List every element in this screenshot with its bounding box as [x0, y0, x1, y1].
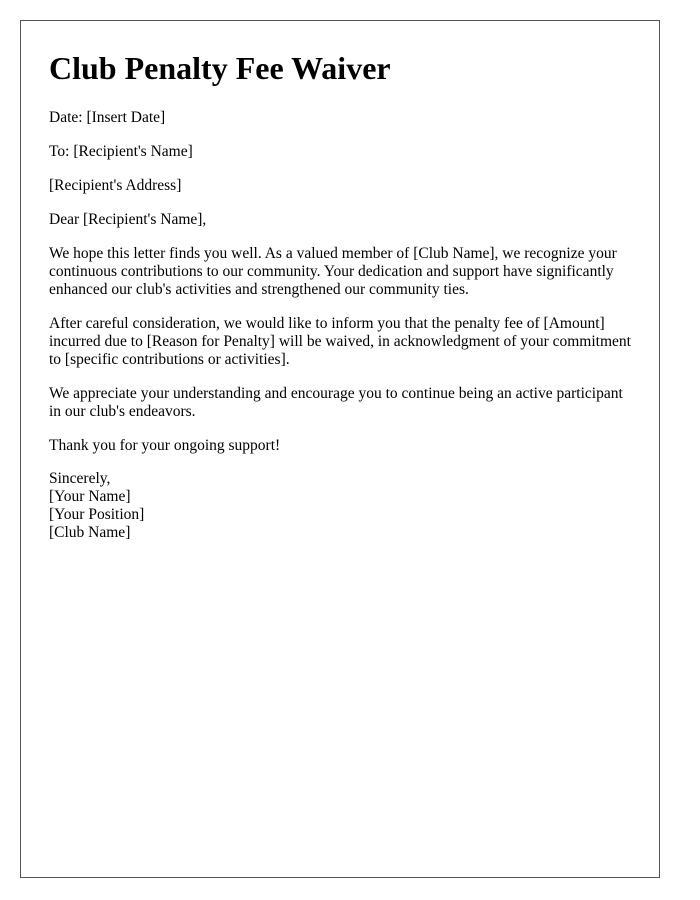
body-paragraph-intro: We hope this letter finds you well. As a valued member of [Club Name], we recognize your continuous contributions to our community. Your dedication and support have significantly enhanced our club's activities and strengthened our community ties. [49, 245, 617, 298]
valediction: Sincerely, [49, 470, 111, 487]
signature-block [49, 470, 634, 542]
recipient-name-line: To: [Recipient's Name] [49, 143, 193, 160]
salutation: Dear [Recipient's Name], [49, 211, 207, 228]
date-line: Date: [Insert Date] [49, 109, 166, 126]
letter-title: Club Penalty Fee Waiver [49, 50, 391, 86]
signer-club: [Club Name] [49, 524, 131, 541]
body-paragraph-encouragement: We appreciate your understanding and encourage you to continue being an active participant in our club's endeavors. [49, 385, 623, 420]
signer-position: [Your Position] [49, 506, 145, 523]
recipient-address-line: [Recipient's Address] [49, 177, 182, 194]
signer-name: [Your Name] [49, 488, 131, 505]
letter-page [20, 20, 660, 878]
body-paragraph-thanks: Thank you for your ongoing support! [49, 437, 281, 454]
letter-content [49, 49, 634, 542]
body-paragraph-waiver: After careful consideration, we would like to inform you that the penalty fee of [Amount] incurred due to [Reason for Penalty] will be waived, in acknowledgment of your commitment to [specific contributions or activities]. [49, 315, 631, 368]
